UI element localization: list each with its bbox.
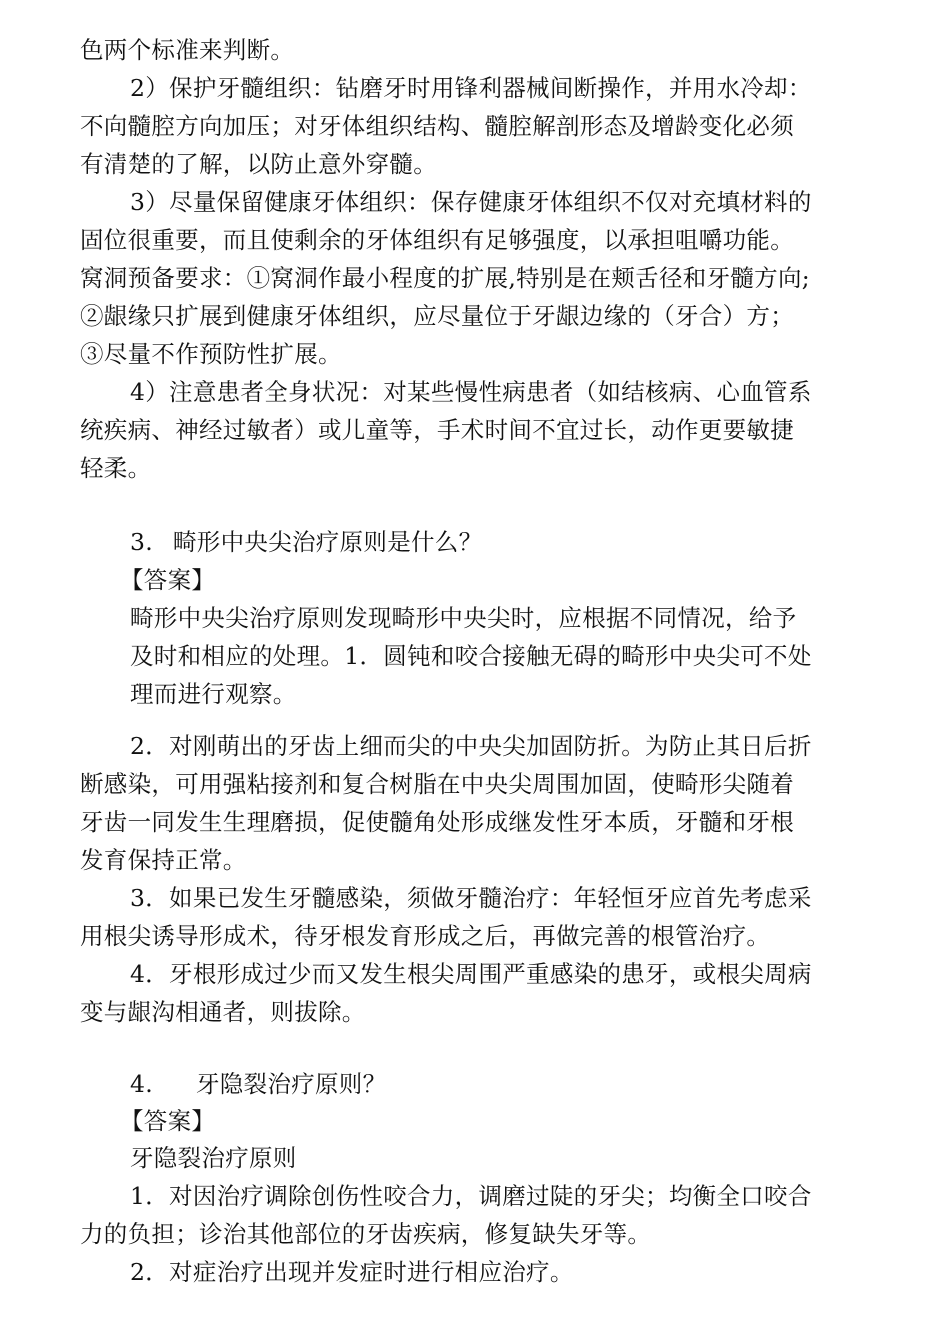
- answer-line: 1．对因治疗调除创伤性咬合力，调磨过陡的牙尖；均衡全口咬合: [130, 1182, 812, 1210]
- text-line: 固位很重要，而且使剩余的牙体组织有足够强度，以承担咀嚼功能。: [80, 226, 794, 254]
- text-line: ③尽量不作预防性扩展。: [80, 340, 342, 368]
- text-line: ②龈缘只扩展到健康牙体组织，应尽量位于牙龈边缘的（牙合）方；: [80, 302, 794, 330]
- answer-line: 力的负担；诊治其他部位的牙齿疾病，修复缺失牙等。: [80, 1220, 652, 1248]
- text-line: 色两个标准来判断。: [80, 36, 295, 64]
- answer-label: 【答案】: [120, 1107, 216, 1135]
- text-line: 轻柔。: [80, 454, 152, 482]
- answer-line: 2．对刚萌出的牙齿上细而尖的中央尖加固防折。为防止其日后折: [130, 732, 812, 760]
- answer-line: 畸形中央尖治疗原则发现畸形中央尖时，应根据不同情况，给予: [130, 604, 797, 632]
- text-line: 不向髓腔方向加压；对牙体组织结构、髓腔解剖形态及增龄变化必须: [80, 112, 794, 140]
- answer-line: 及时和相应的处理。1．圆钝和咬合接触无碍的畸形中央尖可不处: [130, 642, 812, 670]
- answer-line: 用根尖诱导形成术，待牙根发育形成之后，再做完善的根管治疗。: [80, 922, 771, 950]
- answer-line: 变与龈沟相通者，则拔除。: [80, 998, 366, 1026]
- text-line: 3）尽量保留健康牙体组织：保存健康牙体组织不仅对充填材料的: [130, 188, 812, 216]
- answer-line: 发育保持正常。: [80, 846, 247, 874]
- question-title: 牙隐裂治疗原则？: [196, 1070, 387, 1098]
- text-line: 2）保护牙髓组织：钻磨牙时用锋利器械间断操作，并用水冷却：: [130, 74, 812, 102]
- question-number: 4.: [130, 1070, 154, 1098]
- answer-line: 牙隐裂治疗原则: [130, 1144, 297, 1172]
- question-number: 3.: [130, 528, 154, 556]
- text-line: 4）注意患者全身状况：对某些慢性病患者（如结核病、心血管系: [130, 378, 812, 406]
- text-line: 有清楚的了解，以防止意外穿髓。: [80, 150, 437, 178]
- answer-line: 断感染，可用强粘接剂和复合树脂在中央尖周围加固，使畸形尖随着: [80, 770, 794, 798]
- answer-line: 牙齿一同发生生理磨损，促使髓角处形成继发性牙本质，牙髓和牙根: [80, 808, 794, 836]
- text-line: 窝洞预备要求：①窝洞作最小程度的扩展,特别是在颊舌径和牙髓方向;: [80, 264, 810, 292]
- answer-label: 【答案】: [120, 566, 216, 594]
- text-line: 统疾病、神经过敏者）或儿童等，手术时间不宜过长，动作更要敏捷: [80, 416, 794, 444]
- answer-line: 3．如果已发生牙髓感染，须做牙髓治疗：年轻恒牙应首先考虑采: [130, 884, 812, 912]
- answer-line: 理而进行观察。: [130, 680, 297, 708]
- answer-line: 2．对症治疗出现并发症时进行相应治疗。: [130, 1258, 574, 1286]
- question-title: 畸形中央尖治疗原则是什么？: [173, 528, 483, 556]
- answer-line: 4．牙根形成过少而又发生根尖周围严重感染的患牙，或根尖周病: [130, 960, 812, 988]
